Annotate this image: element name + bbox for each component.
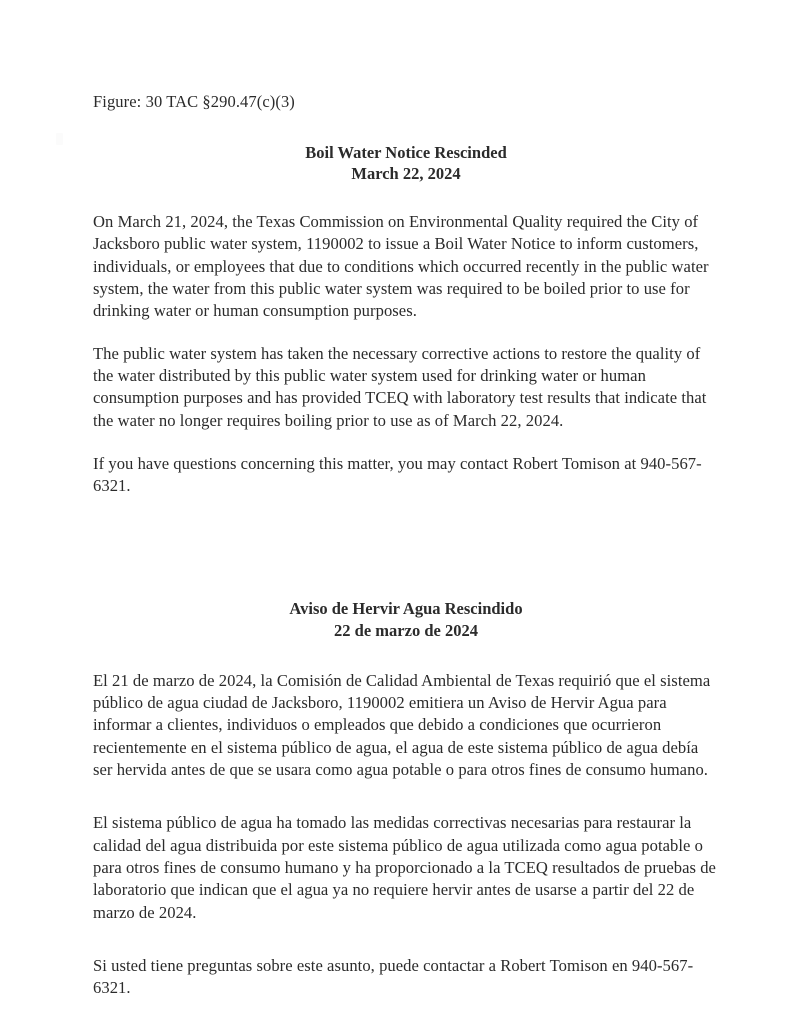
english-paragraph-3: If you have questions concerning this matter, you may contact Robert Tomison at 940-567-6321.: [93, 453, 702, 496]
spanish-section-heading: [93, 598, 719, 642]
english-section-heading: [93, 142, 719, 186]
english-paragraph-1: On March 21, 2024, the Texas Commission on Environmental Quality required the City of Jacksboro public water system, 1190002 to issue a Boil Water Notice to inform customers, individuals, or employees that due to conditions which occurred recently in the public water system, the water from this public water system was required to be boiled prior to use for drinking water or human consumption purposes.: [93, 212, 709, 321]
spanish-heading-date: 22 de marzo de 2024: [334, 620, 478, 640]
scan-artifact: [56, 133, 63, 145]
spanish-heading-title: Aviso de Hervir Agua Rescindido: [289, 599, 523, 619]
spanish-section: [93, 598, 719, 999]
english-paragraph-2: The public water system has taken the necessary corrective actions to restore the quality of the water distributed by this public water system used for drinking water or human consumption purposes and has provided TCEQ with laboratory test results that indicate that the water no longer requires boiling prior to use as of March 22, 2024.: [93, 343, 707, 430]
section-spacer: [93, 514, 719, 598]
document-body: [93, 0, 719, 1016]
english-heading-date: March 22, 2024: [351, 164, 461, 184]
spanish-paragraph-2: El sistema público de agua ha tomado las medidas correctivas necesarias para restaurar la calidad del agua distribuida por este sistema público de agua utilizada como agua potable o para otros fines de consumo humano y ha proporcionado a la TCEQ resultados de pruebas de laboratorio que indican que el agua ya no requiere hervir antes de usarse a partir del 22 de marzo de 2024.: [93, 813, 716, 922]
figure-reference: Figure: 30 TAC §290.47(c)(3): [93, 92, 295, 111]
spanish-paragraph-1: El 21 de marzo de 2024, la Comisión de Calidad Ambiental de Texas requirió que el sistema público de agua ciudad de Jacksboro, 1190002 emitiera un Aviso de Hervir Agua para informar a clientes, individuos o empleados que debido a condiciones que ocurrieron recientemente en el sistema público de agua, el agua de este sistema público de agua debía ser hervida antes de que se usara como agua potable o para otros fines de consumo humano.: [93, 670, 711, 779]
english-heading-title: Boil Water Notice Rescinded: [305, 142, 507, 162]
spanish-paragraph-3: Si usted tiene preguntas sobre este asunto, puede contactar a Robert Tomison en 940-567-6321.: [93, 955, 694, 998]
